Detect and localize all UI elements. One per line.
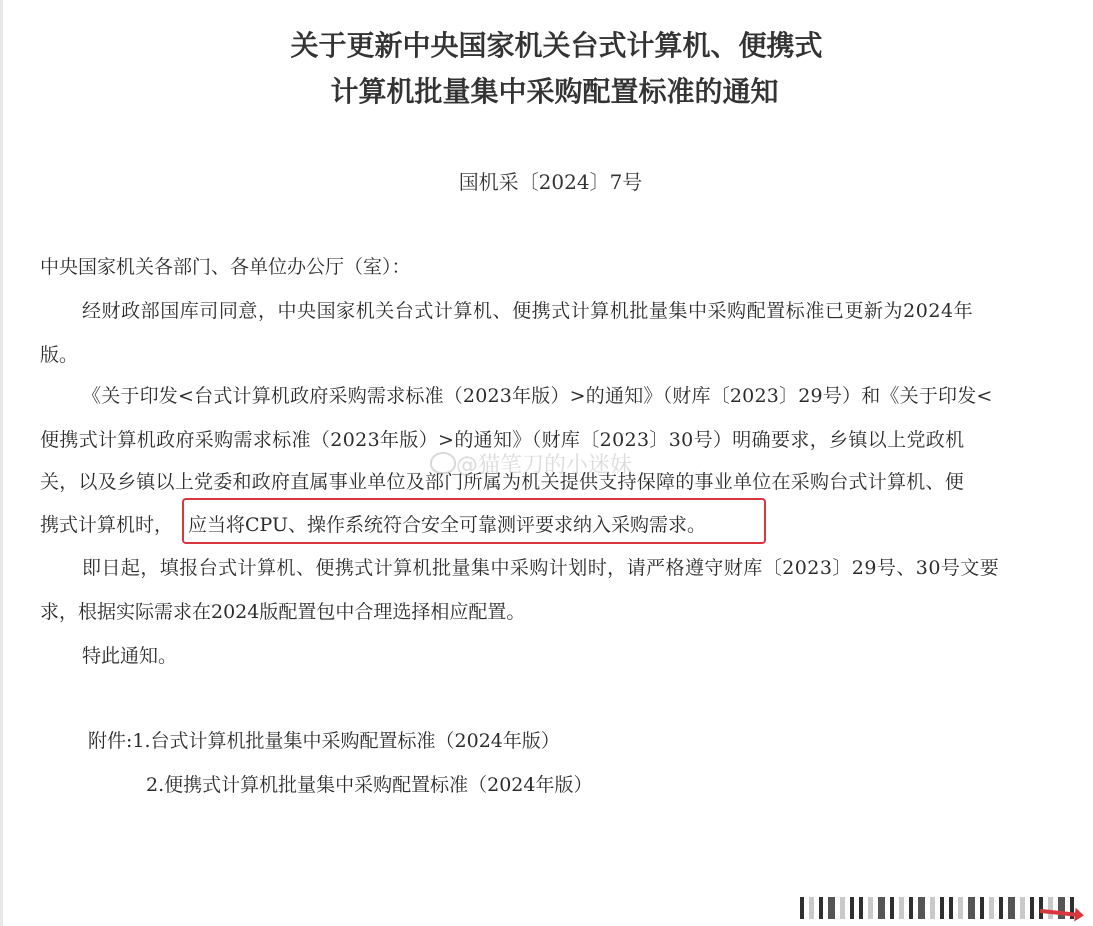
para3-line2: 求，根据实际需求在2024版配置包中合理选择相应配置。 — [40, 601, 526, 623]
para3-line1: 即日起，填报台式计算机、便携式计算机批量集中采购计划时，请严格遵守财库〔2023〕29号、30号文要 — [82, 557, 1000, 579]
closing-text: 特此通知。 — [82, 645, 178, 667]
para2-line4-highlight: 应当将CPU、操作系统符合安全可靠测评要求纳入采购需求。 — [188, 514, 707, 536]
para1-line2: 版。 — [40, 344, 79, 366]
weibo-watermark-icon — [430, 452, 456, 474]
watermark-text: @猫笔刀的小迷妹 — [456, 453, 633, 478]
para2-line4-prefix: 携式计算机时， — [40, 514, 174, 536]
barcode-decoration — [800, 897, 1076, 919]
attachment-item-1: 附件:1.台式计算机批量集中采购配置标准（2024年版） — [88, 730, 560, 752]
document-title-line-2: 计算机批量集中采购配置标准的通知 — [330, 75, 779, 108]
para1-line1: 经财政部国库司同意，中央国家机关台式计算机、便携式计算机批量集中采购配置标准已更新为2024年 — [82, 300, 974, 322]
salutation: 中央国家机关各部门、各单位办公厅（室）： — [40, 256, 411, 278]
document-number: 国机采〔2024〕7号 — [458, 170, 643, 194]
document-title-line-1: 关于更新中央国家机关台式计算机、便携式 — [290, 29, 823, 62]
attachment-item-2: 2.便携式计算机批量集中采购配置标准（2024年版） — [146, 774, 593, 796]
para2-line3: 关，以及乡镇以上党委和政府直属事业单位及部门所属为机关提供支持保障的事业单位在采购台式计算机、便 — [40, 471, 965, 493]
para2-line2: 便携式计算机政府采购需求标准（2023年版）>的通知》（财库〔2023〕30号）明确要求，乡镇以上党政机 — [40, 429, 965, 451]
para2-line1: 《关于印发<台式计算机政府采购需求标准（2023年版）>的通知》（财库〔2023〕29号）和《关于印发< — [82, 385, 993, 407]
page-edge — [0, 0, 3, 926]
red-highlight-box — [182, 498, 766, 544]
